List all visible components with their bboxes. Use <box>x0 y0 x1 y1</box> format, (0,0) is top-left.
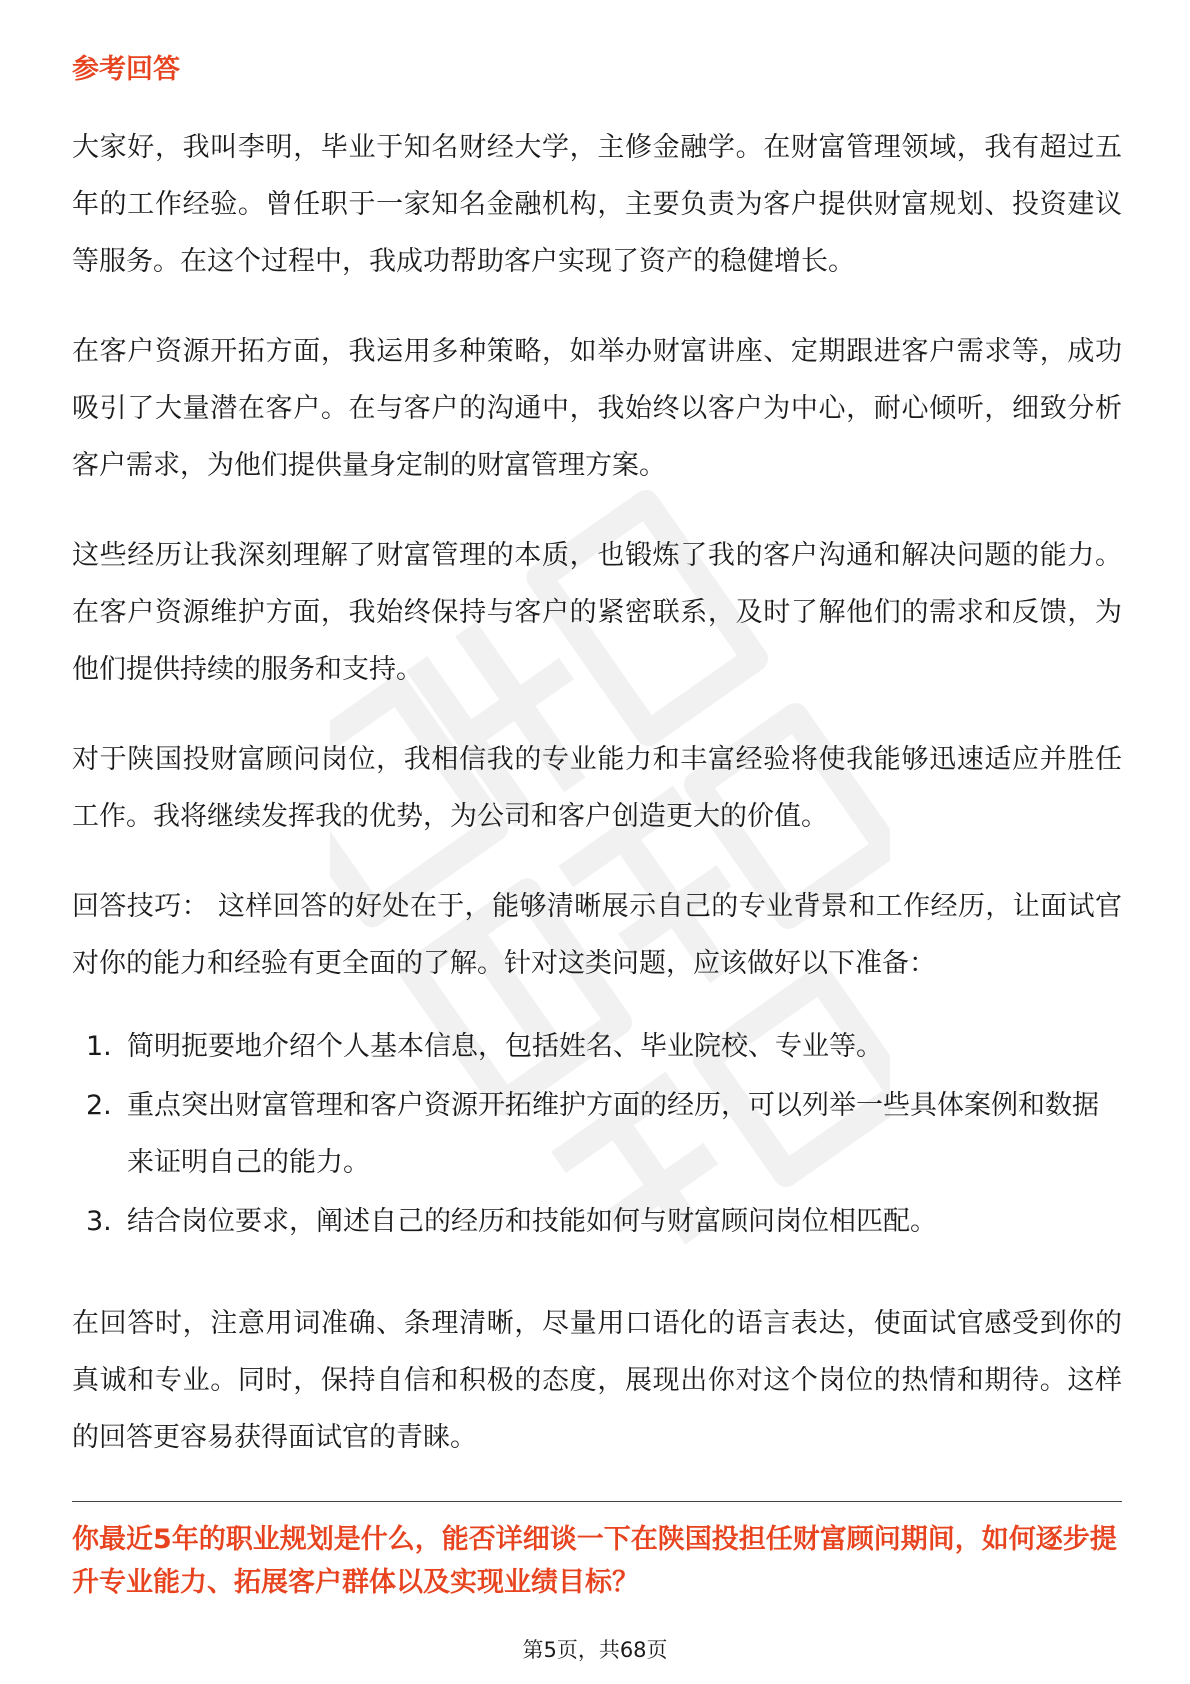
list-item-number: 1. <box>86 1031 112 1062</box>
list-item-text: 结合岗位要求，阐述自己的经历和技能如何与财富顾问岗位相匹配。 <box>127 1206 937 1237</box>
next-question-heading: 你最近5年的职业规划是什么，能否详细谈一下在陕国投担任财富顾问期间，如何逐步提升专业能力、拓展客户群体以及实现业绩目标？ <box>72 1524 1117 1598</box>
list-item-number: 3. <box>86 1206 112 1237</box>
list-item-text: 简明扼要地介绍个人基本信息，包括姓名、毕业院校、专业等。 <box>127 1031 883 1062</box>
divider <box>72 1501 1122 1502</box>
page-number: 第5页，共68页 <box>522 1638 668 1662</box>
closing-paragraph: 在回答时，注意用词准确、条理清晰，尽量用口语化的语言表达，使面试官感受到你的真诚和专业。同时，保持自信和积极的态度，展现出你对这个岗位的热情和期待。这样的回答更容易获得面试官的青睐。 <box>72 1308 1122 1453</box>
answer-paragraph-1: 大家好，我叫李明，毕业于知名财经大学，主修金融学。在财富管理领域，我有超过五年的工作经验。曾任职于一家知名金融机构，主要负责为客户提供财富规划、投资建议等服务。在这个过程中，我成功帮助客户实现了资产的稳健增长。 <box>72 132 1122 277</box>
list-item <box>72 1018 1122 1075</box>
list-item <box>72 1193 1122 1250</box>
list-item <box>72 1077 1122 1191</box>
section-heading: 参考回答 <box>72 54 180 85</box>
answer-paragraph-2: 在客户资源开拓方面，我运用多种策略，如举办财富讲座、定期跟进客户需求等，成功吸引了大量潜在客户。在与客户的沟通中，我始终以客户为中心，耐心倾听，细致分析客户需求，为他们提供量身定制的财富管理方案。 <box>72 336 1122 481</box>
answer-paragraph-4: 对于陕国投财富顾问岗位，我相信我的专业能力和丰富经验将使我能够迅速适应并胜任工作。我将继续发挥我的优势，为公司和客户创造更大的价值。 <box>72 744 1122 832</box>
list-item-text: 重点突出财富管理和客户资源开拓维护方面的经历，可以列举一些具体案例和数据来证明自己的能力。 <box>127 1090 1099 1178</box>
answer-paragraph-3: 这些经历让我深刻理解了财富管理的本质，也锻炼了我的客户沟通和解决问题的能力。在客户资源维护方面，我始终保持与客户的紧密联系，及时了解他们的需求和反馈，为他们提供持续的服务和支持。 <box>72 540 1122 685</box>
list-item-number: 2. <box>86 1090 112 1121</box>
tips-list <box>72 1018 1122 1252</box>
tips-intro-paragraph: 回答技巧： 这样回答的好处在于，能够清晰展示自己的专业背景和工作经历，让面试官对你的能力和经验有更全面的了解。针对这类问题，应该做好以下准备： <box>72 891 1122 979</box>
